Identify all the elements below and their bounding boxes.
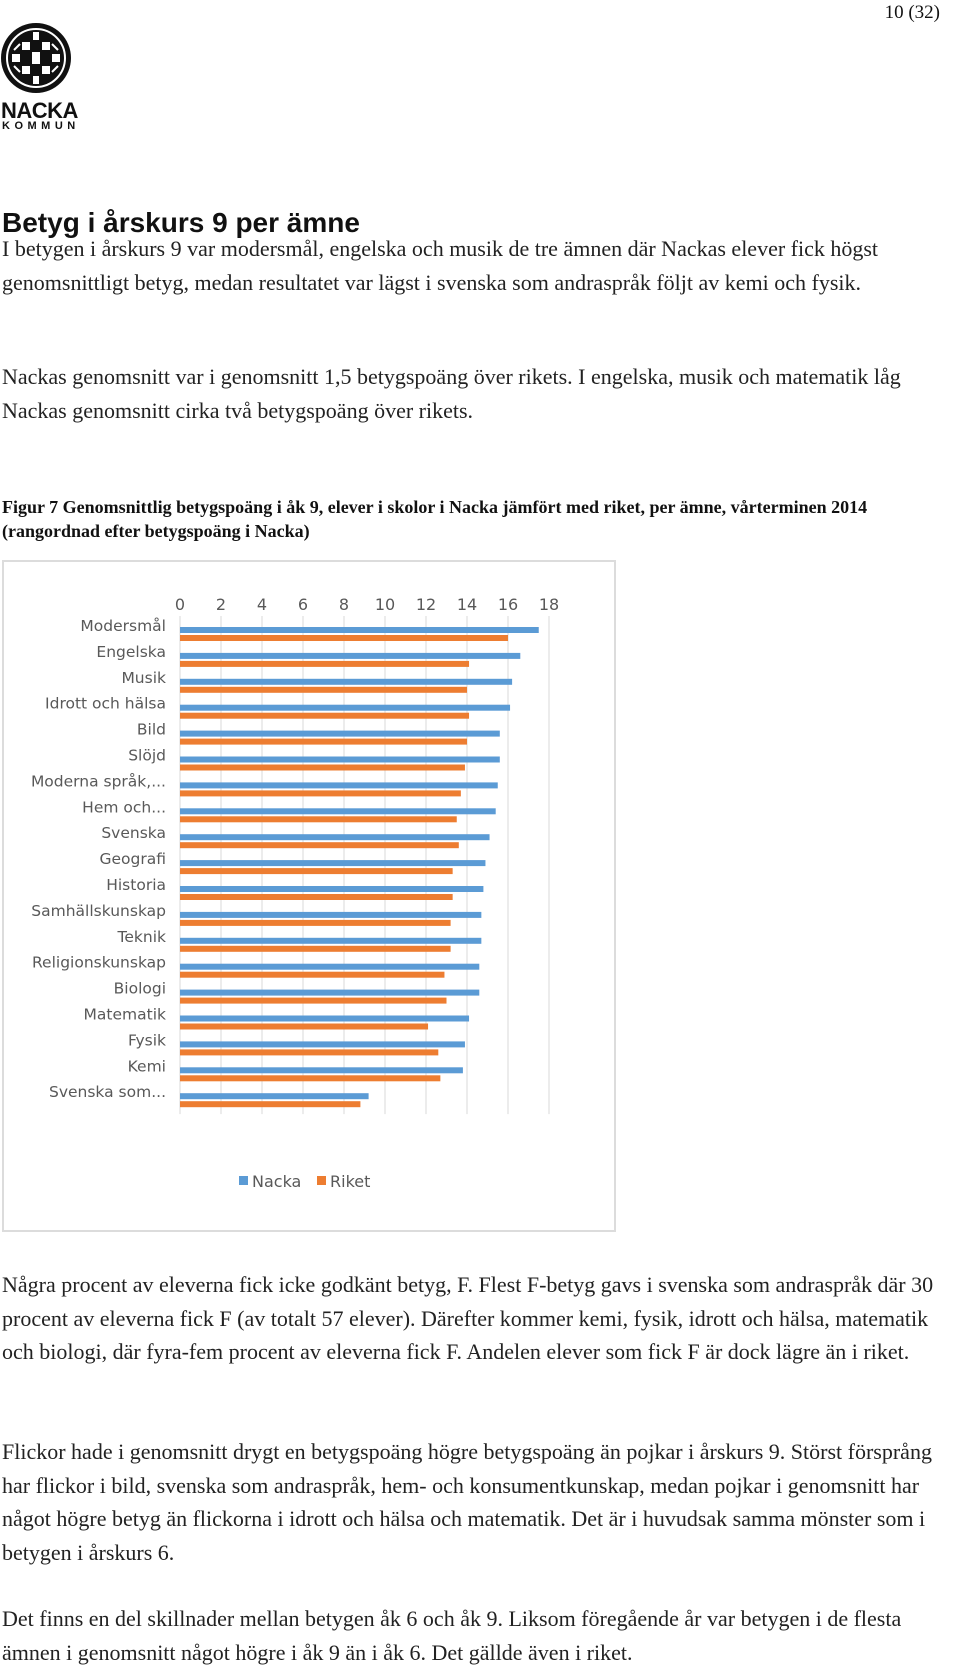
bar-nacka xyxy=(180,705,510,711)
bar-nacka xyxy=(180,1093,369,1099)
category-label: Svenska xyxy=(101,824,166,843)
bar-nacka xyxy=(180,627,539,633)
paragraph-failing-grades: Några procent av eleverna fick icke godkänt betyg, F. Flest F-betyg gavs i svenska som andraspråk där 30 procent av eleverna fick F (av totalt 57 elever). Därefter kommer kemi, fysik, idrott och hälsa, matematik och biologi, där fyra-fem procent av eleverna fick F. Andelen elever som fick F är dock lägre än i riket. xyxy=(2,1272,934,1364)
bar-nacka xyxy=(180,912,481,918)
category-label: Idrott och hälsa xyxy=(45,694,166,713)
logo-wordmark: NACKA xyxy=(1,98,78,123)
bar-riket xyxy=(180,1075,440,1081)
bar-riket xyxy=(180,661,469,667)
section-heading: Betyg i årskurs 9 per ämne xyxy=(2,207,360,238)
legend-swatch-riket xyxy=(317,1176,326,1185)
bar-nacka xyxy=(180,1067,463,1073)
x-tick-label: 12 xyxy=(415,595,437,614)
bar-riket xyxy=(180,1049,438,1055)
bar-nacka xyxy=(180,834,490,840)
bar-nacka xyxy=(180,757,500,763)
bar-nacka xyxy=(180,860,485,866)
bar-nacka xyxy=(180,964,479,970)
bar-nacka xyxy=(180,731,500,737)
bar-riket xyxy=(180,842,459,848)
x-tick-label: 8 xyxy=(338,595,350,614)
bar-riket xyxy=(180,713,469,719)
category-label: Biologi xyxy=(113,979,166,998)
category-label: Musik xyxy=(121,668,166,687)
legend-label-nacka: Nacka xyxy=(252,1172,302,1191)
category-label: Modersmål xyxy=(80,617,166,635)
bar-nacka xyxy=(180,808,496,814)
category-label: Matematik xyxy=(83,1005,166,1024)
bar-nacka xyxy=(180,886,483,892)
bar-nacka xyxy=(180,782,498,788)
paragraph-gender: Flickor hade i genomsnitt drygt en betygspoäng högre betygspoäng än pojkar i årskurs 9. Störst försprång har flickor i bild, svenska som andraspråk, hem- och konsumentkunskap, medan pojkar i genomsnitt har något högre betyg än flickorna i idrott och hälsa och matematik. Det är i huvudsak samma mönster som i betygen i årskurs 6. xyxy=(2,1439,932,1565)
x-tick-label: 2 xyxy=(215,595,227,614)
category-label: Samhällskunskap xyxy=(31,901,166,920)
paragraph-average: Nackas genomsnitt var i genomsnitt 1,5 betygspoäng över rikets. I engelska, musik och matematik låg Nackas genomsnitt cirka två betygspoäng över rikets. xyxy=(2,364,901,423)
x-tick-label: 6 xyxy=(297,595,309,614)
bar-nacka xyxy=(180,1016,469,1022)
category-label: Teknik xyxy=(117,927,166,946)
x-tick-label: 4 xyxy=(256,595,268,614)
bar-riket xyxy=(180,765,465,771)
x-tick-label: 0 xyxy=(174,595,186,614)
paragraph-intro: I betygen i årskurs 9 var modersmål, engelska och musik de tre ämnen där Nackas elever fick högst genomsnittligt betyg, medan resultatet var lägst i svenska som andraspråk följt av kemi och fysik. xyxy=(2,236,879,295)
bar-nacka xyxy=(180,990,479,996)
x-tick-label: 14 xyxy=(456,595,478,614)
category-label: Fysik xyxy=(127,1031,166,1050)
legend-label-riket: Riket xyxy=(330,1172,371,1191)
page-number: 10 (32) xyxy=(884,2,940,23)
category-label: Engelska xyxy=(96,642,166,661)
category-label: Svenska som... xyxy=(48,1083,166,1102)
bar-riket xyxy=(180,635,508,641)
figure-caption: Figur 7 Genomsnittlig betygspoäng i åk 9, elever i skolor i Nacka jämfört med riket, per ämne, vårterminen 2014 (rangordnad efter betygspoäng i Nacka) xyxy=(2,497,868,541)
bar-riket xyxy=(180,687,467,693)
bar-nacka xyxy=(180,1041,465,1047)
bar-riket xyxy=(180,868,453,874)
category-label: Kemi xyxy=(127,1057,166,1076)
bar-riket xyxy=(180,739,467,745)
chart-canvas xyxy=(4,562,618,1234)
category-label: Moderna språk,... xyxy=(30,772,166,791)
legend-swatch-nacka xyxy=(239,1176,248,1185)
category-label: Geografi xyxy=(99,850,166,869)
bar-riket xyxy=(180,972,444,978)
bar-riket xyxy=(180,894,453,900)
bar-nacka xyxy=(180,679,512,685)
bar-riket xyxy=(180,816,457,822)
category-label: Historia xyxy=(106,876,166,894)
category-label: Religionskunskap xyxy=(31,953,166,972)
bar-riket xyxy=(180,920,451,926)
category-label: Slöjd xyxy=(128,746,166,765)
category-label: Bild xyxy=(136,720,166,739)
bar-chart xyxy=(2,560,616,1232)
x-tick-label: 10 xyxy=(374,595,396,614)
x-tick-label: 18 xyxy=(538,595,560,614)
x-tick-label: 16 xyxy=(497,595,519,614)
logo-subtitle: KOMMUN xyxy=(2,120,80,132)
bar-nacka xyxy=(180,938,481,944)
bar-riket xyxy=(180,946,451,952)
bar-riket xyxy=(180,1101,360,1107)
bar-riket xyxy=(180,790,461,796)
bar-riket xyxy=(180,998,447,1004)
bar-riket xyxy=(180,1024,428,1030)
bar-nacka xyxy=(180,653,520,659)
category-label: Hem och... xyxy=(82,798,166,817)
paragraph-differences: Det finns en del skillnader mellan betygen åk 6 och åk 9. Liksom föregående år var betygen i de flesta ämnen i genomsnitt något högre i åk 9 än i åk 6. Det gällde även i riket. xyxy=(2,1606,902,1665)
